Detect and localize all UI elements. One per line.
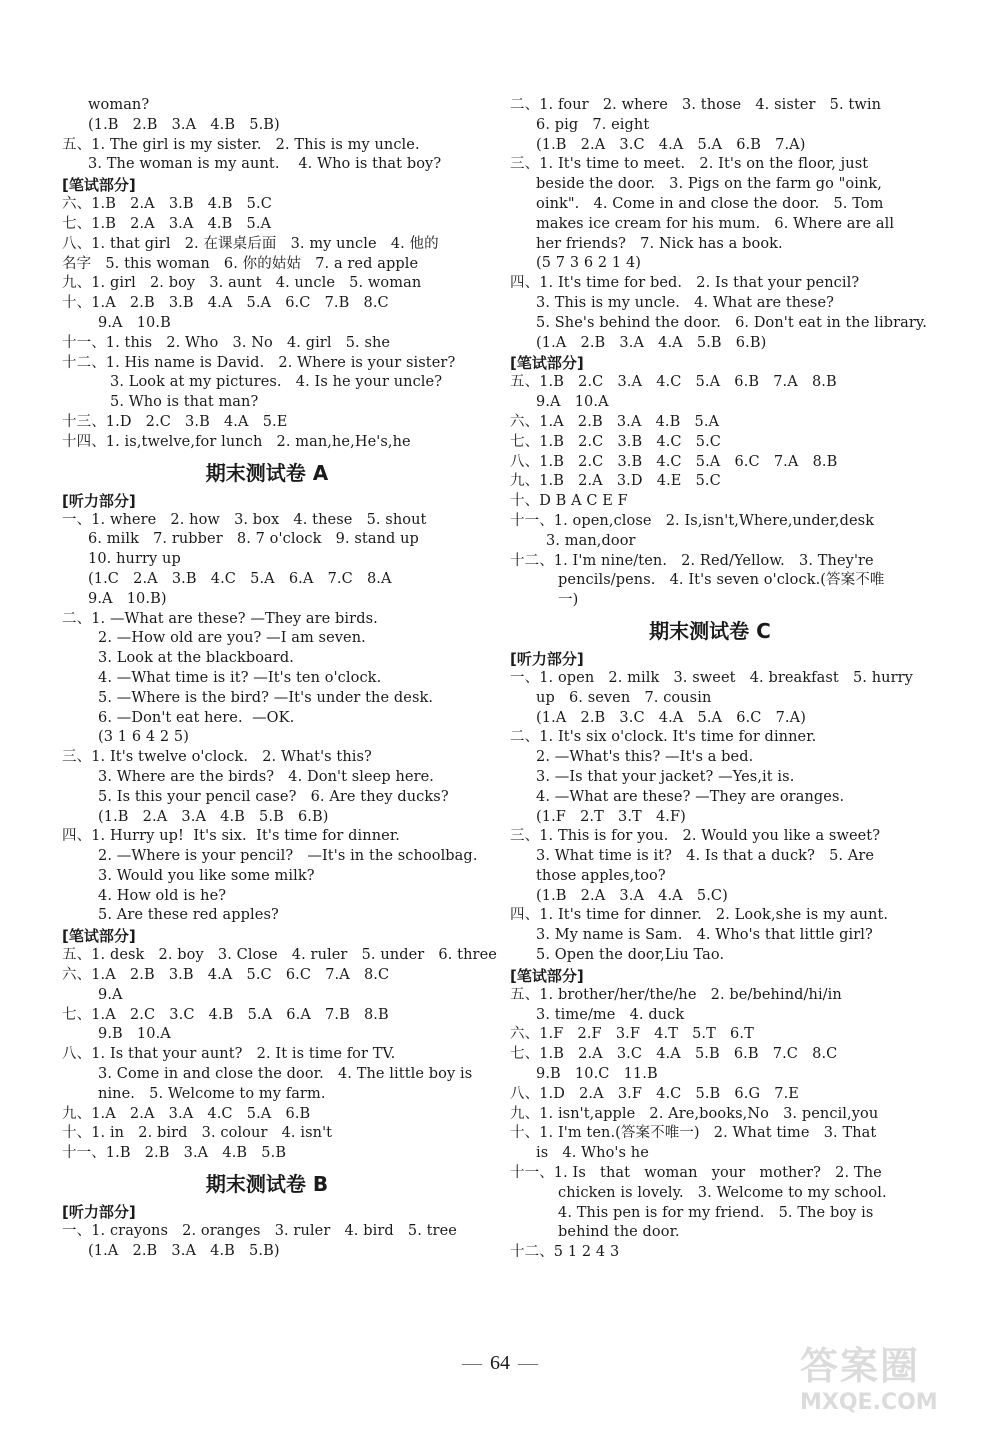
answer-line: 六、1.A 2.B 3.A 4.B 5.A [510, 413, 720, 430]
answer-line: 一) [558, 592, 579, 609]
answer-line: 5. Is this your pencil case? 6. Are they ducks? [98, 788, 449, 805]
page-number: — 64 — [462, 1352, 538, 1374]
answer-line: 十四、1. is,twelve,for lunch 2. man,he,He's,he [62, 433, 411, 450]
answer-line: 4. —What time is it? —It's ten o'clock. [98, 669, 382, 686]
answer-line: 十一、1. open,close 2. Is,isn't,Where,under,desk [510, 512, 875, 529]
answer-line: 十、1. I'm ten.(答案不唯一) 2. What time 3. That [510, 1125, 877, 1142]
answer-line: up 6. seven 7. cousin [536, 689, 712, 706]
answer-line: 五、1. brother/her/the/he 2. be/behind/hi/in [510, 986, 842, 1003]
answer-line: 4. How old is he? [98, 887, 227, 904]
answer-line: 一、1. where 2. how 3. box 4. these 5. shout [62, 511, 427, 528]
answer-line: 3. man,door [546, 532, 636, 549]
answer-line: (1.B 2.A 3.A 4.A 5.C) [536, 887, 728, 904]
answer-line: (1.A 2.B 3.C 4.A 5.A 6.C 7.A) [536, 709, 806, 726]
answer-line: 十二、1. I'm nine/ten. 2. Red/Yellow. 3. They're [510, 552, 874, 569]
answer-line: 九、1.B 2.A 3.D 4.E 5.C [510, 473, 721, 490]
answer-line: (5 7 3 6 2 1 4) [536, 255, 642, 272]
answer-line: 3. What time is it? 4. Is that a duck? 5. Are [536, 848, 875, 865]
answer-line: 5. Are these red apples? [98, 907, 279, 924]
answer-line: 五、1. The girl is my sister. 2. This is my uncle. [62, 136, 420, 153]
answer-line: 6. milk 7. rubber 8. 7 o'clock 9. stand up [88, 531, 419, 548]
answer-line: 5. She's behind the door. 6. Don't eat in the library. [536, 314, 927, 331]
right-column [510, 96, 927, 1263]
answer-line: 二、1. —What are these? —They are birds. [62, 610, 378, 627]
answer-line: 九、1. isn't,apple 2. Are,books,No 3. pencil,you [510, 1105, 879, 1122]
answer-line: 七、1.B 2.A 3.C 4.A 5.B 6.B 7.C 8.C [510, 1046, 838, 1063]
answer-line: 八、1.D 2.A 3.F 4.C 5.B 6.G 7.E [510, 1085, 799, 1102]
answer-line: 3. time/me 4. duck [536, 1006, 685, 1023]
left-column [62, 96, 497, 1262]
answer-line: 2. —How old are you? —I am seven. [98, 630, 366, 647]
section-header: [听力部分] [62, 491, 136, 510]
test-paper-title: 期末测试卷 B [205, 1172, 329, 1197]
answer-line: 十、D B A C E F [510, 493, 628, 510]
answer-line: 四、1. It's time for bed. 2. Is that your pencil? [510, 275, 860, 292]
answer-line: 三、1. It's time to meet. 2. It's on the floor, just [510, 156, 869, 173]
answer-line: nine. 5. Welcome to my farm. [98, 1085, 326, 1102]
answer-line: 6. pig 7. eight [536, 116, 650, 133]
answer-line: (3 1 6 4 2 5) [98, 729, 190, 746]
answer-line: 5. Open the door,Liu Tao. [536, 947, 725, 964]
answer-line: 9.A 10.B [98, 314, 171, 331]
answer-line: 一、1. crayons 2. oranges 3. ruler 4. bird 5. tree [62, 1223, 457, 1240]
answer-line: 十一、1. Is that woman your mother? 2. The [510, 1165, 882, 1182]
answer-line: 八、1. that girl 2. 在课桌后面 3. my uncle 4. 他的 [62, 235, 439, 252]
answer-line: 10. hurry up [88, 551, 181, 568]
answer-line: pencils/pens. 4. It's seven o'clock.(答案不唯 [558, 572, 885, 589]
test-paper-title: 期末测试卷 C [649, 618, 771, 643]
answer-line: beside the door. 3. Pigs on the farm go "oink, [536, 176, 882, 193]
answer-line: 三、1. It's twelve o'clock. 2. What's this? [62, 749, 372, 766]
answer-line: 2. —What's this? —It's a bed. [536, 749, 754, 766]
answer-line: those apples,too? [536, 867, 666, 884]
answer-line: 2. —Where is your pencil? —It's in the schoolbag. [98, 848, 478, 865]
answer-line: 9.B 10.C 11.B [536, 1066, 658, 1083]
answer-line: (1.B 2.A 3.C 4.A 5.A 6.B 7.A) [536, 136, 806, 153]
answer-line: 二、1. four 2. where 3. those 4. sister 5. twin [510, 97, 882, 113]
answer-line: 六、1.A 2.B 3.B 4.A 5.C 6.C 7.A 8.C [62, 967, 390, 984]
answer-line: 9.A 10.B) [88, 590, 167, 607]
answer-line: 3. The woman is my aunt. 4. Who is that boy? [88, 156, 442, 173]
answer-line: 9.A 10.A [536, 394, 609, 411]
answer-line: 十二、1. His name is David. 2. Where is your sister? [62, 354, 456, 371]
answer-line: 七、1.A 2.C 3.C 4.B 5.A 6.A 7.B 8.B [62, 1006, 389, 1023]
answer-line: 十一、1. this 2. Who 3. No 4. girl 5. she [62, 334, 391, 351]
answer-line: 十三、1.D 2.C 3.B 4.A 5.E [62, 413, 288, 430]
answer-line: her friends? 7. Nick has a book. [536, 235, 783, 252]
answer-line: 5. Who is that man? [110, 394, 259, 411]
section-header: [听力部分] [510, 649, 584, 668]
answer-line: woman? [88, 97, 150, 113]
answer-line: 九、1. girl 2. boy 3. aunt 4. uncle 5. woman [62, 275, 422, 292]
answer-line: oink". 4. Come in and close the door. 5. Tom [536, 195, 884, 212]
answer-line: (1.C 2.A 3.B 4.C 5.A 6.A 7.C 8.A [88, 570, 392, 587]
answer-line: 十二、5 1 2 4 3 [510, 1244, 620, 1261]
answer-line: (1.B 2.B 3.A 4.B 5.B) [88, 116, 280, 133]
answer-line: 六、1.F 2.F 3.F 4.T 5.T 6.T [510, 1026, 754, 1043]
answer-line: 八、1.B 2.C 3.B 4.C 5.A 6.C 7.A 8.B [510, 453, 838, 470]
answer-line: 3. This is my uncle. 4. What are these? [536, 294, 835, 311]
answer-line: 6. —Don't eat here. —OK. [98, 709, 295, 726]
answer-line: 三、1. This is for you. 2. Would you like a sweet? [510, 828, 881, 845]
answer-line: 九、1.A 2.A 3.A 4.C 5.A 6.B [62, 1105, 311, 1122]
answer-line: 4. This pen is for my friend. 5. The boy is [558, 1204, 874, 1221]
watermark-logo [800, 1335, 990, 1420]
answer-line: 五、1.B 2.C 3.A 4.C 5.A 6.B 7.A 8.B [510, 374, 837, 391]
answer-line: chicken is lovely. 3. Welcome to my school. [558, 1184, 887, 1201]
answer-line: 3. Look at my pictures. 4. Is he your uncle? [110, 374, 443, 391]
answer-line: (1.A 2.B 3.A 4.A 5.B 6.B) [536, 334, 767, 351]
answer-line: (1.A 2.B 3.A 4.B 5.B) [88, 1242, 280, 1259]
watermark-bottom-text: MXQE.COM [800, 1390, 938, 1415]
answer-line: 9.A [98, 986, 123, 1003]
section-header: [笔试部分] [510, 966, 584, 985]
answer-line: 八、1. Is that your aunt? 2. It is time for TV. [62, 1046, 396, 1063]
answer-line: 十一、1.B 2.B 3.A 4.B 5.B [62, 1145, 287, 1162]
answer-line: 六、1.B 2.A 3.B 4.B 5.C [62, 196, 272, 213]
answer-line: (1.F 2.T 3.T 4.F) [536, 808, 686, 825]
answer-line: 七、1.B 2.C 3.B 4.C 5.C [510, 433, 721, 450]
answer-line: 3. My name is Sam. 4. Who's that little girl? [536, 927, 873, 944]
answer-line: behind the door. [558, 1224, 680, 1241]
answer-line: 3. Look at the blackboard. [98, 650, 294, 667]
page-number-value: 64 [490, 1352, 510, 1374]
answer-line: 五、1. desk 2. boy 3. Close 4. ruler 5. under 6. three [62, 947, 497, 964]
watermark-top-text: 答案圈 [800, 1344, 921, 1388]
test-paper-title: 期末测试卷 A [205, 460, 329, 485]
answer-line: 3. —Is that your jacket? —Yes,it is. [536, 768, 795, 785]
answer-line: 5. —Where is the bird? —It's under the desk. [98, 689, 434, 706]
answer-line: 3. Where are the birds? 4. Don't sleep here. [98, 768, 435, 785]
answer-line: 3. Would you like some milk? [98, 867, 315, 884]
answer-line: 四、1. It's time for dinner. 2. Look,she is my aunt. [510, 907, 889, 924]
section-header: [听力部分] [62, 1203, 136, 1222]
answer-line: 名字 5. this woman 6. 你的姑姑 7. a red apple [62, 255, 419, 272]
answer-line: 一、1. open 2. milk 3. sweet 4. breakfast 5. hurry [510, 669, 913, 686]
answer-line: 四、1. Hurry up! It's six. It's time for dinner. [62, 828, 400, 845]
section-header: [笔试部分] [62, 176, 136, 195]
answer-line: 十、1. in 2. bird 3. colour 4. isn't [62, 1125, 333, 1142]
answer-line: 4. —What are these? —They are oranges. [536, 788, 845, 805]
section-header: [笔试部分] [510, 354, 584, 373]
answer-line: 9.B 10.A [98, 1026, 171, 1043]
answer-line: 3. Come in and close the door. 4. The little boy is [98, 1066, 473, 1083]
answer-line: 二、1. It's six o'clock. It's time for dinner. [510, 729, 817, 746]
answer-line: 十、1.A 2.B 3.B 4.A 5.A 6.C 7.B 8.C [62, 295, 389, 312]
answer-line: makes ice cream for his mum. 6. Where are all [536, 215, 895, 232]
answer-line: is 4. Who's he [536, 1145, 649, 1162]
answer-line: 七、1.B 2.A 3.A 4.B 5.A [62, 215, 272, 232]
answer-line: (1.B 2.A 3.A 4.B 5.B 6.B) [98, 808, 329, 825]
section-header: [笔试部分] [62, 927, 136, 946]
